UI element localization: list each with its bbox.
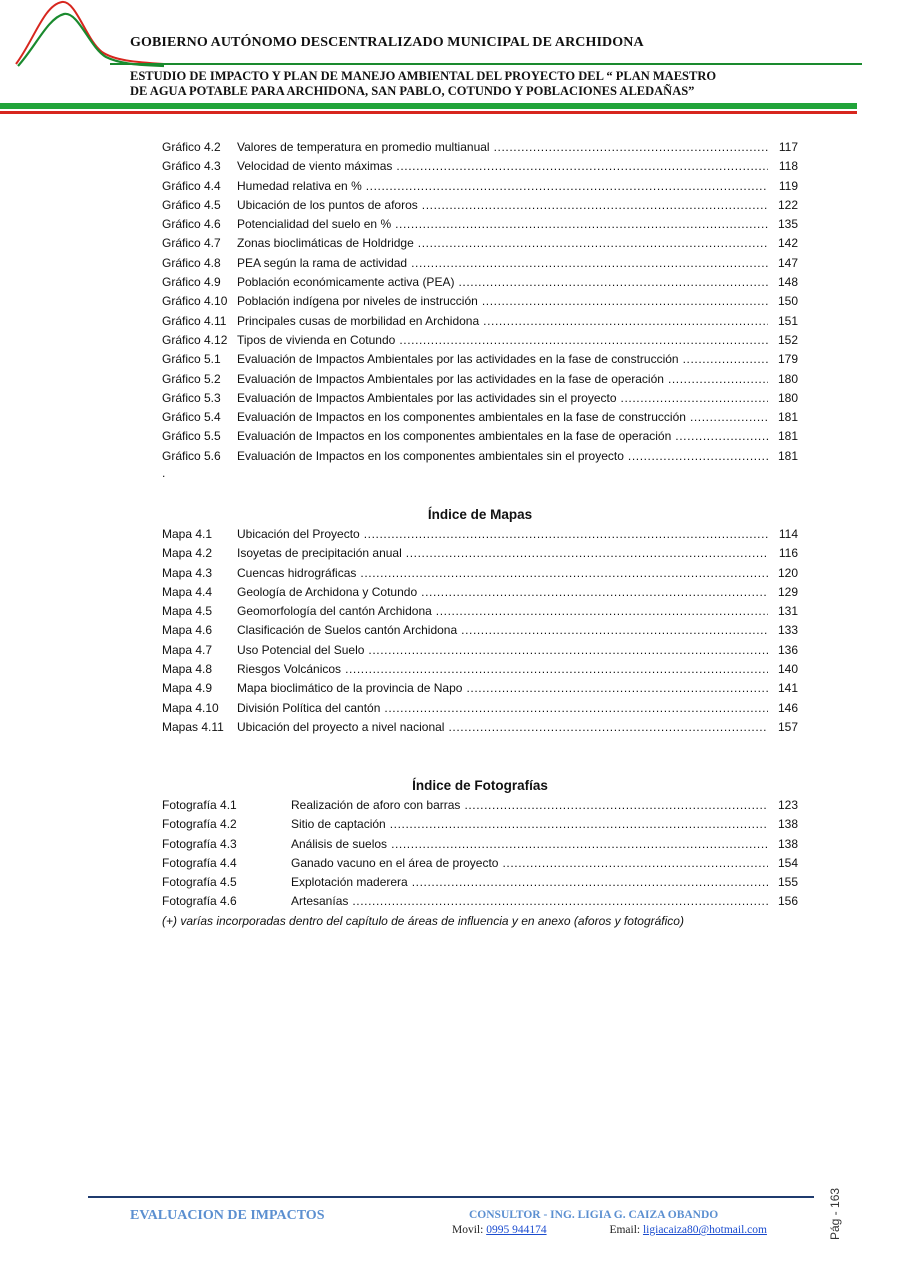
footer-consultor: CONSULTOR - ING. LIGIA G. CAIZA OBANDO	[469, 1209, 719, 1221]
toc-entry-number: Gráfico 5.4	[162, 410, 221, 425]
footer-contact	[452, 1224, 767, 1236]
project-title-line-1: ESTUDIO DE IMPACTO Y PLAN DE MANEJO AMBIENTAL DEL PROYECTO DEL “ PLAN MAESTRO	[130, 69, 717, 83]
toc-entry[interactable]	[162, 273, 798, 292]
toc-entry-number: Mapa 4.10	[162, 700, 219, 715]
toc-dot-leader	[406, 544, 768, 563]
email-label: Email:	[609, 1224, 641, 1236]
toc-dot-leader	[418, 234, 768, 253]
toc-entry-title: Isoyetas de precipitación anual	[237, 546, 402, 561]
toc-dot-leader	[345, 660, 768, 679]
toc-entry-number: Fotografía 4.6	[162, 894, 237, 909]
toc-entry-page: 122	[777, 197, 798, 212]
toc-entry-page: 138	[777, 836, 798, 851]
toc-entry[interactable]	[162, 312, 798, 331]
graficos-index	[162, 138, 798, 466]
toc-entry-number: Fotografía 4.2	[162, 817, 237, 832]
toc-entry-page: 120	[777, 565, 798, 580]
toc-dot-leader	[352, 892, 768, 911]
toc-entry-page: 150	[777, 294, 798, 309]
toc-dot-leader	[628, 447, 768, 466]
toc-entry-number: Mapa 4.5	[162, 604, 213, 619]
toc-dot-leader	[494, 138, 768, 157]
footer-rule	[88, 1196, 814, 1198]
toc-entry-page: 146	[777, 700, 798, 715]
toc-entry[interactable]	[162, 815, 798, 834]
toc-entry-page: 181	[777, 448, 798, 463]
toc-entry[interactable]	[162, 408, 798, 427]
toc-entry[interactable]	[162, 796, 798, 815]
toc-dot-leader	[464, 796, 768, 815]
toc-entry-page: 117	[778, 140, 798, 154]
toc-entry-number: Fotografía 4.5	[162, 875, 237, 890]
toc-entry-number: Gráfico 5.3	[162, 390, 221, 405]
toc-dot-leader	[668, 370, 768, 389]
toc-entry-title: Velocidad de viento máximas	[237, 159, 393, 174]
mapas-index	[162, 525, 798, 737]
toc-dot-leader	[412, 873, 768, 892]
toc-entry[interactable]	[162, 679, 798, 698]
toc-entry-title: Explotación maderera	[291, 875, 408, 890]
toc-entry[interactable]	[162, 660, 798, 679]
toc-entry[interactable]	[162, 157, 798, 176]
toc-entry[interactable]	[162, 427, 798, 446]
toc-entry-title: Riesgos Volcánicos	[237, 662, 342, 677]
toc-entry-number: Gráfico 5.2	[162, 371, 221, 386]
header-color-band	[0, 103, 857, 114]
toc-entry-number: Mapa 4.3	[162, 565, 213, 580]
project-title-line-2: DE AGUA POTABLE PARA ARCHIDONA, SAN PABLO, COTUNDO Y POBLACIONES ALEDAÑAS”	[130, 83, 695, 98]
toc-entry[interactable]	[162, 602, 798, 621]
fotos-index	[162, 796, 798, 912]
toc-entry-title: Evaluación de Impactos Ambientales por las actividades en la fase de operación	[237, 371, 664, 386]
toc-entry-page: 114	[778, 527, 798, 541]
toc-entry-number: Fotografía 4.3	[162, 836, 237, 851]
toc-entry-number: Mapa 4.7	[162, 642, 213, 657]
toc-entry[interactable]	[162, 370, 798, 389]
toc-entry-number: Mapa 4.4	[162, 584, 213, 599]
toc-entry-number: Mapa 4.6	[162, 623, 213, 638]
toc-entry[interactable]	[162, 525, 798, 544]
toc-entry-title: Ubicación de los puntos de aforos	[237, 197, 418, 212]
toc-entry-page: 180	[777, 390, 798, 405]
toc-entry-title: Población indígena por niveles de instrucción	[237, 294, 478, 309]
toc-entry[interactable]	[162, 292, 798, 311]
toc-entry-page: 154	[777, 855, 798, 870]
toc-entry-number: Mapas 4.11	[162, 719, 224, 734]
toc-entry-title: Tipos de vivienda en Cotundo	[237, 332, 396, 347]
toc-entry-number: Mapa 4.8	[162, 662, 213, 677]
toc-entry-title: Sitio de captación	[291, 817, 386, 832]
toc-entry-title: Humedad relativa en %	[237, 178, 362, 193]
toc-entry-title: Realización de aforo con barras	[291, 798, 461, 812]
toc-entry[interactable]	[162, 544, 798, 563]
toc-entry-page: 119	[778, 178, 798, 193]
toc-entry-page: 156	[777, 894, 798, 909]
toc-entry-page: 179	[777, 352, 798, 367]
toc-entry[interactable]	[162, 234, 798, 253]
footer-section-name: EVALUACION DE IMPACTOS	[130, 1208, 325, 1223]
toc-dot-leader	[421, 583, 768, 602]
toc-entry-page: 135	[777, 217, 798, 232]
toc-dot-leader	[436, 602, 768, 621]
toc-entry-page: 140	[777, 662, 798, 677]
toc-entry-page: 131	[777, 604, 798, 619]
toc-dot-leader	[482, 292, 768, 311]
toc-entry[interactable]	[162, 177, 798, 196]
toc-entry-title: Análisis de suelos	[291, 836, 388, 851]
toc-dot-leader	[395, 215, 768, 234]
toc-entry-title: Geomorfología del cantón Archidona	[237, 604, 432, 619]
toc-entry-page: 180	[777, 371, 798, 386]
toc-entry-title: Ganado vacuno en el área de proyecto	[291, 855, 499, 870]
toc-dot-leader	[675, 427, 768, 446]
toc-entry-number: Gráfico 4.4	[162, 178, 221, 193]
toc-entry-page: 151	[777, 313, 798, 328]
toc-entry-page: 116	[778, 546, 798, 561]
toc-entry-number: Mapa 4.9	[162, 681, 213, 696]
toc-entry-title: Artesanías	[291, 894, 349, 909]
toc-entry-number: Gráfico 4.5	[162, 197, 221, 212]
toc-entry-title: Población económicamente activa (PEA)	[237, 275, 455, 290]
toc-dot-leader	[448, 718, 768, 737]
toc-entry[interactable]	[162, 389, 798, 408]
toc-entry-page: 157	[777, 719, 798, 734]
toc-dot-leader	[364, 525, 768, 544]
toc-entry-number: Gráfico 4.6	[162, 217, 221, 232]
toc-dot-leader	[399, 331, 768, 350]
toc-entry-number: Gráfico 4.2	[162, 140, 221, 154]
toc-entry-title: Potencialidad del suelo en %	[237, 217, 392, 232]
organization-title: GOBIERNO AUTÓNOMO DESCENTRALIZADO MUNICIPAL DE ARCHIDONA	[130, 35, 644, 50]
fotos-index-title: Índice de Fotografías	[412, 778, 548, 793]
toc-entry[interactable]	[162, 215, 798, 234]
toc-entry-number: Gráfico 5.5	[162, 429, 221, 444]
toc-dot-leader	[390, 815, 768, 834]
toc-entry-number: Mapa 4.1	[162, 527, 213, 541]
movil-link[interactable]: 0995 944174	[486, 1224, 547, 1236]
toc-entry-title: División Política del cantón	[237, 700, 381, 715]
page-number: Pág - 163	[828, 1187, 842, 1240]
movil-label: Movil:	[452, 1224, 484, 1236]
toc-dot-leader	[368, 641, 768, 660]
band-red	[0, 111, 857, 114]
toc-dot-leader	[483, 312, 768, 331]
toc-entry-page: 129	[777, 584, 798, 599]
toc-entry-number: Gráfico 4.8	[162, 255, 221, 270]
stray-dot: .	[162, 466, 166, 480]
toc-entry[interactable]	[162, 873, 798, 892]
toc-entry-title: Ubicación del Proyecto	[237, 527, 360, 541]
toc-dot-leader	[366, 177, 768, 196]
toc-entry-page: 136	[777, 642, 798, 657]
toc-dot-leader	[502, 854, 768, 873]
toc-entry-page: 181	[777, 410, 798, 425]
toc-entry-title: Uso Potencial del Suelo	[237, 642, 365, 657]
toc-entry-title: Zonas bioclimáticas de Holdridge	[237, 236, 414, 251]
toc-entry[interactable]	[162, 699, 798, 718]
toc-dot-leader	[683, 350, 768, 369]
toc-entry[interactable]	[162, 254, 798, 273]
toc-entry-title: Clasificación de Suelos cantón Archidona	[237, 623, 458, 638]
toc-entry[interactable]	[162, 583, 798, 602]
toc-dot-leader	[690, 408, 768, 427]
toc-entry-page: 148	[777, 275, 798, 290]
toc-entry-number: Fotografía 4.1	[162, 798, 237, 812]
toc-entry[interactable]	[162, 892, 798, 911]
header-rule	[110, 63, 862, 65]
toc-dot-leader	[396, 157, 768, 176]
toc-entry-number: Fotografía 4.4	[162, 855, 237, 870]
toc-dot-leader	[461, 621, 768, 640]
toc-entry-page: 141	[777, 681, 798, 696]
toc-entry-title: Geología de Archidona y Cotundo	[237, 584, 418, 599]
toc-dot-leader	[391, 835, 768, 854]
toc-entry-page: 133	[777, 623, 798, 638]
toc-entry-number: Gráfico 5.1	[162, 352, 221, 367]
toc-entry-title: Mapa bioclimático de la provincia de Napo	[237, 681, 463, 696]
toc-entry[interactable]	[162, 621, 798, 640]
toc-entry-title: Evaluación de Impactos en los componentes ambientales en la fase de operación	[237, 429, 672, 444]
toc-dot-leader	[458, 273, 768, 292]
toc-dot-leader	[621, 389, 768, 408]
toc-entry-title: Cuencas hidrográficas	[237, 565, 357, 580]
email-link[interactable]: ligiacaiza80@hotmail.com	[642, 1224, 767, 1236]
toc-dot-leader	[422, 196, 768, 215]
toc-entry-number: Gráfico 5.6	[162, 448, 221, 463]
toc-entry-page: 123	[777, 798, 798, 812]
toc-entry-title: Ubicación del proyecto a nivel nacional	[237, 719, 445, 734]
toc-entry-title: Evaluación de Impactos Ambientales por las actividades en la fase de construcción	[237, 352, 679, 367]
toc-entry-title: Valores de temperatura en promedio multianual	[237, 140, 490, 154]
toc-entry[interactable]	[162, 447, 798, 466]
mapas-index-title: Índice de Mapas	[427, 507, 533, 522]
project-title	[130, 69, 830, 98]
toc-entry[interactable]	[162, 854, 798, 873]
toc-entry-number: Gráfico 4.10	[162, 294, 228, 309]
toc-entry[interactable]	[162, 331, 798, 350]
index-note: (+) varías incorporadas dentro del capítulo de áreas de influencia y en anexo (aforos y fotográfico)	[162, 914, 684, 928]
toc-entry[interactable]	[162, 196, 798, 215]
toc-entry[interactable]	[162, 835, 798, 854]
toc-entry[interactable]	[162, 350, 798, 369]
toc-entry[interactable]	[162, 641, 798, 660]
toc-dot-leader	[360, 564, 768, 583]
toc-entry-title: Evaluación de Impactos Ambientales por las actividades sin el proyecto	[237, 390, 617, 405]
toc-entry[interactable]	[162, 718, 798, 737]
toc-entry-title: PEA según la rama de actividad	[237, 255, 408, 270]
toc-entry-page: 181	[777, 429, 798, 444]
toc-entry-page: 152	[777, 332, 798, 347]
toc-entry[interactable]	[162, 564, 798, 583]
toc-entry-number: Mapa 4.2	[162, 546, 213, 561]
toc-dot-leader	[466, 679, 768, 698]
toc-entry[interactable]	[162, 138, 798, 157]
toc-dot-leader	[411, 254, 768, 273]
toc-entry-number: Gráfico 4.3	[162, 159, 221, 174]
toc-dot-leader	[384, 699, 768, 718]
toc-entry-title: Evaluación de Impactos en los componentes ambientales sin el proyecto	[237, 448, 624, 463]
toc-entry-number: Gráfico 4.7	[162, 236, 221, 251]
toc-entry-page: 147	[777, 255, 798, 270]
toc-entry-page: 142	[777, 236, 798, 251]
toc-entry-page: 155	[777, 875, 798, 890]
toc-entry-number: Gráfico 4.12	[162, 332, 228, 347]
toc-entry-page: 118	[778, 159, 798, 174]
toc-entry-title: Principales cusas de morbilidad en Archidona	[237, 313, 480, 328]
toc-entry-title: Evaluación de Impactos en los componentes ambientales en la fase de construcción	[237, 410, 686, 425]
toc-entry-page: 138	[777, 817, 798, 832]
toc-entry-number: Gráfico 4.9	[162, 275, 221, 290]
toc-entry-number: Gráfico 4.11	[162, 313, 227, 328]
